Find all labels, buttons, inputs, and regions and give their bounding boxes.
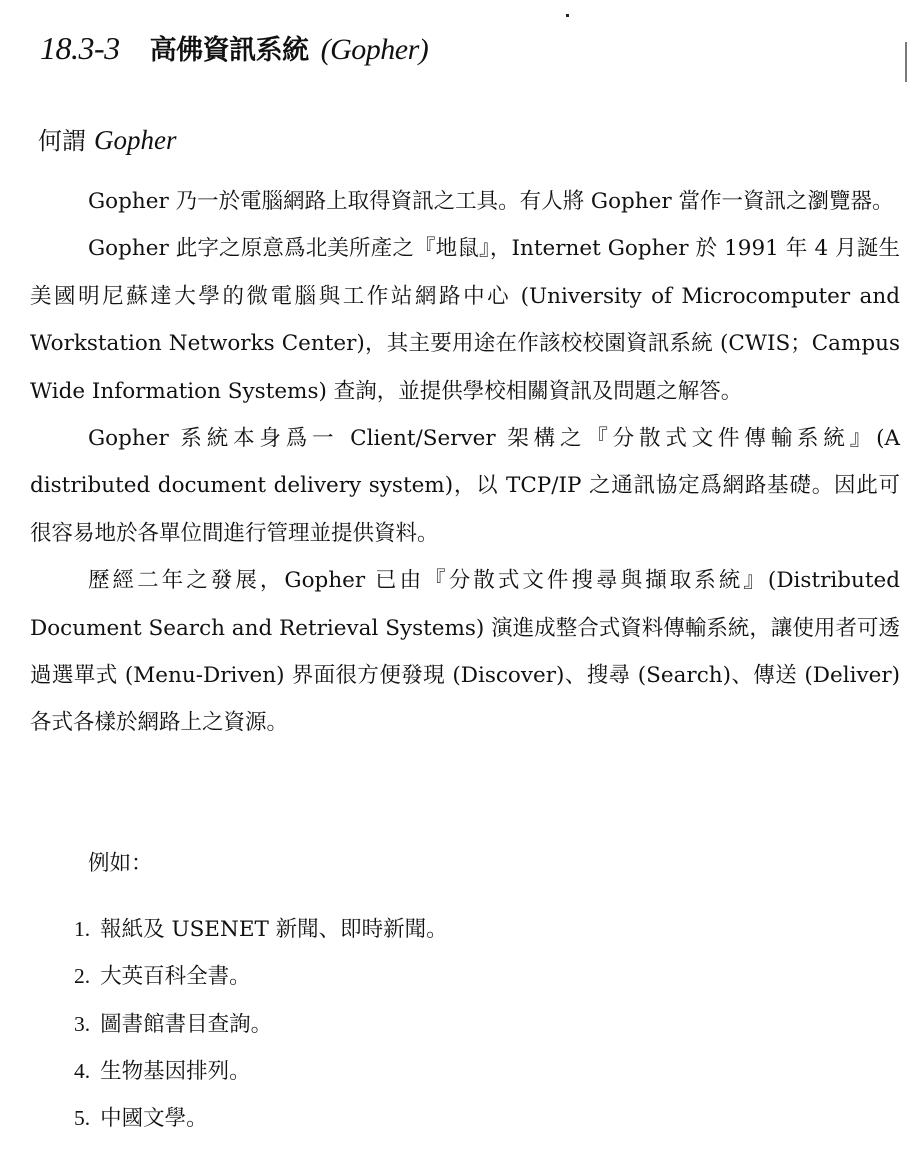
subheading <box>38 121 177 156</box>
subheading-en: Gopher <box>94 125 177 155</box>
paragraph-2: Gopher 此字之原意爲北美所產之『地鼠』，Internet Gopher 於 1991 年 4 月誕生美國明尼蘇達大學的微電腦與工作站網路中心 (University of Microcomputer and Workstation Networks Center)，其主要用途在作該校校園資訊系統 (CWIS；Campus Wide Information Systems) 查詢，並提供學校相關資訊及問題之解答。 <box>30 236 900 404</box>
list-number: 1. <box>74 917 91 941</box>
paragraph-4: 歷經二年之發展，Gopher 已由『分散式文件搜尋與擷取系統』(Distributed Document Search and Retrieval Systems) 演進成整合式資料傳輸系統，讓使用者可透過選單式 (Menu-Driven) 界面很方便發現 (Discover)、搜尋 (Search)、傳送 (Deliver) 各式各樣於網路上之資源。 <box>30 568 900 736</box>
list-text: 報紙及 USENET 新聞、即時新聞。 <box>100 917 448 942</box>
list-text: 中國文學。 <box>100 1106 208 1132</box>
body-text <box>30 178 900 747</box>
example-list <box>74 906 448 1142</box>
paragraph-3: Gopher 系統本身爲一 Client/Server 架構之『分散式文件傳輸系統』(A distributed document delivery system)，以 TCP/IP 之通訊協定爲網路基礎。因此可很容易地於各單位間進行管理並提供資料。 <box>30 426 900 546</box>
list-number: 3. <box>74 1011 91 1036</box>
list-item <box>74 1095 448 1142</box>
section-title-en: (Gopher) <box>320 33 429 66</box>
list-item <box>74 953 448 1000</box>
paragraph-1: Gopher 乃一於電腦網路上取得資訊之工具。有人將 Gopher 當作一資訊之瀏覽器。 <box>88 189 894 214</box>
list-number: 5. <box>74 1106 91 1131</box>
section-number: 18.3-3 <box>40 30 120 66</box>
list-number: 2. <box>74 964 91 989</box>
subheading-zh: 何謂 <box>38 127 86 155</box>
list-item <box>74 1001 448 1048</box>
list-item <box>74 1048 448 1095</box>
list-item <box>74 906 448 953</box>
list-text: 圖書館書目查詢。 <box>100 1011 273 1037</box>
list-text: 生物基因排列。 <box>100 1058 251 1084</box>
scan-speck <box>566 14 569 17</box>
section-title-zh: 高佛資訊系統 <box>149 35 309 66</box>
section-heading <box>40 28 428 67</box>
example-lead: 例如： <box>88 851 153 876</box>
list-number: 4. <box>74 1058 91 1083</box>
scan-speck <box>905 42 907 82</box>
list-text: 大英百科全書。 <box>100 964 251 990</box>
